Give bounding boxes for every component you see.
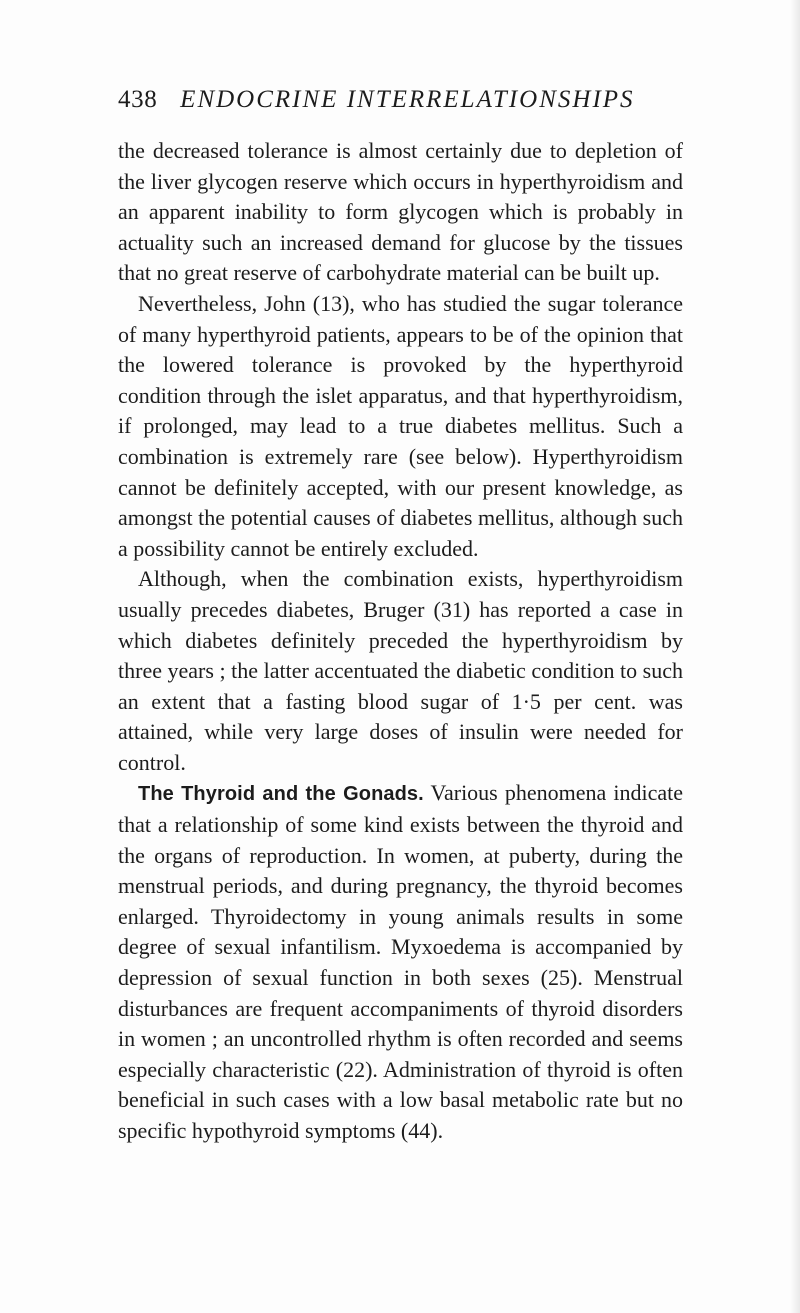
page-edge-shadow [790, 0, 800, 1313]
page-number: 438 [118, 86, 158, 113]
paragraph-2 [118, 289, 683, 564]
paragraph-1 [118, 136, 683, 289]
paragraph-text: the decreased tolerance is almost certainly due to depletion of the liver glycogen reserve which occurs in hyperthyroidism and an apparent inability to form glycogen which is probably in actuality such an increased demand for glucose by the tissues that no great reserve of carbohydrate material can be built up. [118, 138, 683, 286]
paragraph-text: Although, when the combination exists, hyperthyroidism usually precedes diabetes, Bruger (31) has reported a case in which diabetes definitely preceded the hyperthyroidism by three years ; the latter accentuated the diabetic condition to such an extent that a fasting blood sugar of 1·5 per cent. was attained, while very large doses of insulin were needed for control. [118, 566, 683, 775]
paragraph-4 [118, 778, 683, 1146]
running-head: ENDOCRINE INTERRELATIONSHIPS [180, 86, 635, 113]
body-text [118, 136, 683, 1147]
paragraph-text: Various phenomena indicate that a relationship of some kind exists between the thyroid and the organs of reproduction. In women, at puberty, during the menstrual periods, and during pregnancy, the thyroid becomes enlarged. Thyroidectomy in young animals results in some degree of sexual infantilism. Myxoedema is accompanied by depression of sexual function in both sexes (25). Menstrual disturbances are frequent accompaniments of thyroid disorders in women ; an uncontrolled rhythm is often recorded and seems especially characteristic (22). Administration of thyroid is often beneficial in such cases with a low basal metabolic rate but no specific hypothyroid symptoms (44). [118, 780, 683, 1143]
paragraph-text: Nevertheless, John (13), who has studied the sugar tolerance of many hyperthyroid patients, appears to be of the opinion that the lowered tolerance is provoked by the hyperthyroid condition through the islet apparatus, and that hyperthyroidism, if prolonged, may lead to a true diabetes mellitus. Such a combination is extremely rare (see below). Hyperthyroidism cannot be definitely accepted, with our present knowledge, as amongst the potential causes of diabetes mellitus, although such a possibility cannot be entirely excluded. [118, 290, 683, 561]
page-header [118, 86, 678, 120]
section-heading: The Thyroid and the Gonads. [138, 783, 424, 806]
paragraph-3 [118, 564, 683, 778]
